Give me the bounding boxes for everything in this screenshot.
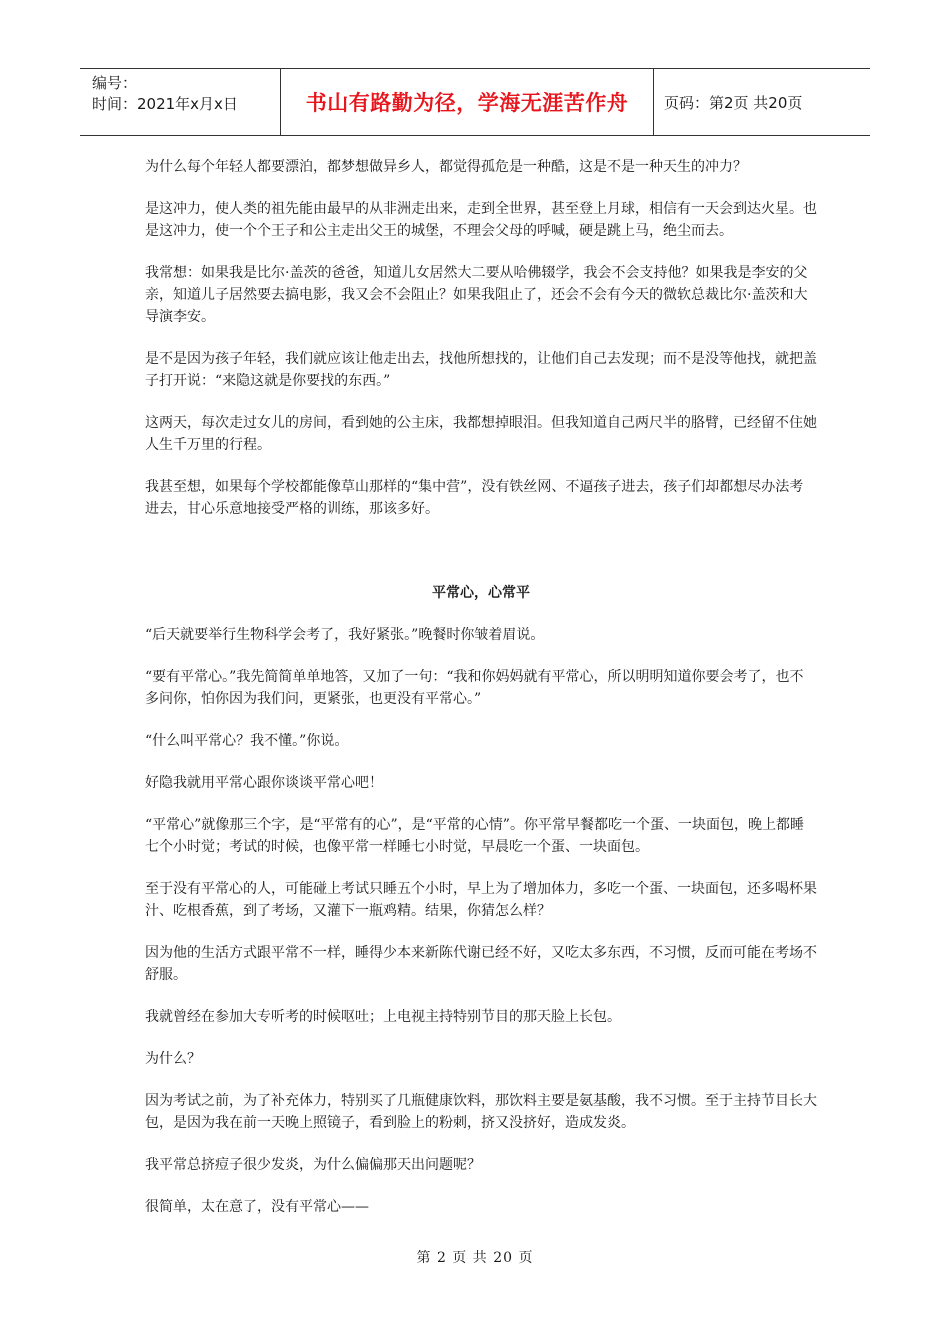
article-1 xyxy=(145,156,817,520)
paragraph: “后天就要举行生物科学会考了，我好紧张。”晚餐时你皱着眉说。 xyxy=(145,627,545,643)
paragraph: 是不是因为孩子年轻，我们就应该让他走出去，找他所想找的，让他们自己去发现；而不是没等他找，就把盖子打开说：“来隐这就是你要找的东西。” xyxy=(145,351,817,389)
paragraph: 我常想：如果我是比尔·盖茨的爸爸，知道儿女居然大二要从哈佛辍学，我会不会支持他？如果我是李安的父亲，知道儿子居然要去搞电影，我又会不会阻止？如果我阻止了，还会不会有今天的微软总裁比尔·盖茨和大导演李安。 xyxy=(145,265,808,325)
document-date-label: 时间：2021年x月x日 xyxy=(92,95,238,113)
article-2 xyxy=(145,582,817,1218)
header-motto: 书山有路勤为径，学海无涯苦作舟 xyxy=(281,69,654,135)
document-number-label: 编号： xyxy=(92,74,138,92)
paragraph: 因为他的生活方式跟平常不一样，睡得少本来新陈代谢已经不好，又吃太多东西，不习惯，反而可能在考场不舒服。 xyxy=(145,945,817,983)
header-meta-cell xyxy=(80,69,281,135)
paragraph: “什么叫平常心？我不懂。”你说。 xyxy=(145,733,349,749)
paragraph: 是这冲力，使人类的祖先能由最早的从非洲走出来，走到全世界，甚至登上月球，相信有一天会到达火星。也是这冲力，使一个个王子和公主走出父王的城堡，不理会父母的呼喊，硬是跳上马，绝尘而去。 xyxy=(145,201,817,239)
page-footer: 第 2 页 共 20 页 xyxy=(416,1250,534,1266)
article-title: 平常心，心常平 xyxy=(432,585,530,601)
header-page-info: 页码：第2页 共20页 xyxy=(664,93,803,112)
paragraph: 好隐我就用平常心跟你谈谈平常心吧！ xyxy=(145,775,383,791)
document-body xyxy=(145,156,817,1238)
paragraph: 因为考试之前，为了补充体力，特别买了几瓶健康饮料，那饮料主要是氨基酸，我不习惯。至于主持节目长大包，是因为我在前一天晚上照镜子，看到脸上的粉刺，挤又没挤好，造成发炎。 xyxy=(145,1093,817,1131)
paragraph: “要有平常心。”我先简简单单地答，又加了一句：“我和你妈妈就有平常心，所以明明知道你要会考了，也不多问你，怕你因为我们问，更紧张，也更没有平常心。” xyxy=(145,669,804,707)
paragraph: 我平常总挤痘子很少发炎，为什么偏偏那天出问题呢？ xyxy=(145,1157,481,1173)
page-header xyxy=(80,68,870,136)
paragraph: “平常心”就像那三个字，是“平常有的心”，是“平常的心情”。你平常早餐都吃一个蛋、一块面包，晚上都睡七个小时觉；考试的时候，也像平常一样睡七小时觉，早晨吃一个蛋、一块面包。 xyxy=(145,817,804,855)
paragraph: 很简单，太在意了，没有平常心—— xyxy=(145,1199,369,1215)
paragraph: 我甚至想，如果每个学校都能像草山那样的“集中营”，没有铁丝网、不逼孩子进去，孩子们却都想尽办法考进去，甘心乐意地接受严格的训练，那该多好。 xyxy=(145,479,804,517)
paragraph: 至于没有平常心的人，可能碰上考试只睡五个小时，早上为了增加体力，多吃一个蛋、一块面包，还多喝杯果汁、吃根香蕉，到了考场，又灌下一瓶鸡精。结果，你猜怎么样？ xyxy=(145,881,817,919)
paragraph: 为什么每个年轻人都要漂泊，都梦想做异乡人，都觉得孤危是一种酷，这是不是一种天生的冲力？ xyxy=(145,159,747,175)
paragraph: 我就曾经在参加大专听考的时候呕吐；上电视主持特别节目的那天脸上长包。 xyxy=(145,1009,621,1025)
paragraph: 为什么？ xyxy=(145,1051,201,1067)
paragraph: 这两天，每次走过女儿的房间，看到她的公主床，我都想掉眼泪。但我知道自己两尺半的胳臂，已经留不住她人生千万里的行程。 xyxy=(145,415,817,453)
